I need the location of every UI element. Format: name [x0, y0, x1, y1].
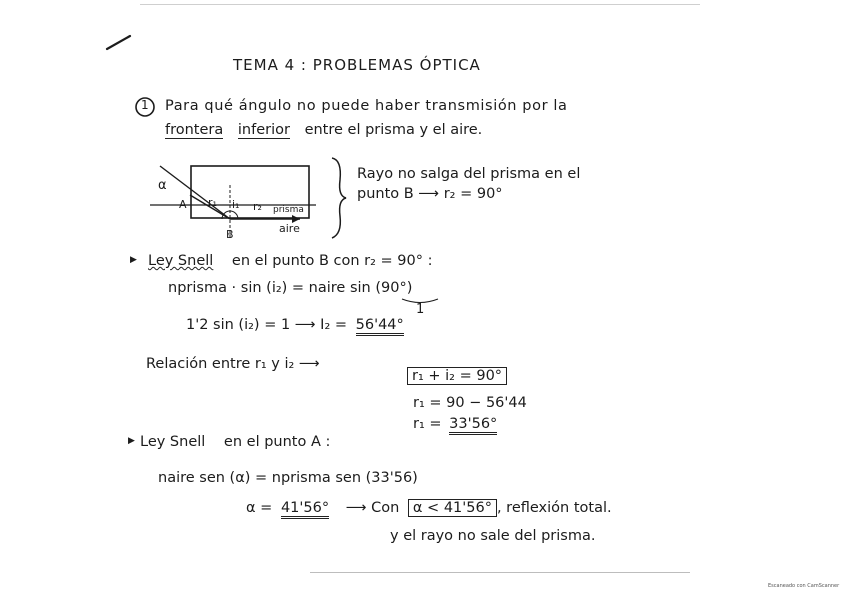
snell-b-title: Ley Snell — [148, 253, 214, 269]
problem-question-line1: Para qué ángulo no puede haber transmisión por la — [165, 98, 568, 114]
snell-a-eq2-result: 41'56° — [281, 500, 329, 519]
snell-b-heading-rest: en el punto B con r₂ = 90° : — [231, 253, 433, 269]
snell-a-boxed: α < 41'56° — [408, 499, 497, 517]
snell-b-eq1: nprisma · sin (i₂) = naire sin (90°) — [168, 280, 413, 296]
label-aire: aire — [279, 222, 300, 235]
bullet-1: ▶ — [130, 255, 137, 265]
bullet-2: ▶ — [128, 436, 135, 446]
relation-boxed-eq: r₁ + i₂ = 90° — [407, 367, 507, 385]
snell-a-arrow-con: ⟶ Con — [345, 500, 400, 516]
word-inferior: inferior — [237, 122, 290, 138]
label-r1: r₁ — [208, 196, 217, 209]
relation-label: Relación entre r₁ y i₂ ⟶ — [146, 356, 320, 372]
snell-a-eq2 — [246, 500, 612, 516]
relation-line2: r₁ = 90 − 56'44 — [413, 395, 527, 411]
snell-a-line3: y el rayo no sale del prisma. — [390, 528, 596, 544]
snell-b-eq2 — [186, 317, 404, 333]
snell-a-title: Ley Snell — [140, 434, 206, 450]
question-rest: entre el prisma y el aire. — [304, 122, 483, 138]
relation-line3 — [413, 416, 497, 432]
word-frontera: frontera — [165, 122, 224, 138]
note-line1: Rayo no salga del prisma en el — [357, 166, 581, 182]
relation-line3-text: r₁ = — [413, 416, 442, 432]
snell-a-tail: , reflexión total. — [496, 500, 612, 516]
label-point-b: B — [226, 228, 234, 241]
footer-watermark: Escaneado con CamScanner — [768, 583, 840, 589]
label-prisma: prisma — [273, 205, 304, 215]
page-title: TEMA 4 : PROBLEMAS ÓPTICA — [233, 56, 481, 74]
snell-b-eq2-result: 56'44° — [356, 317, 404, 336]
snell-a-heading — [140, 434, 330, 450]
relation-line3-result: 33'56° — [449, 416, 497, 435]
problem-number: 1 — [141, 98, 149, 112]
snell-a-eq1: naire sen (α) = nprisma sen (33'56) — [158, 470, 418, 486]
snell-a-heading-rest: en el punto A : — [223, 434, 331, 450]
snell-b-eq1-under: 1 — [416, 302, 425, 317]
label-point-a: A — [179, 198, 187, 211]
label-alpha: α — [158, 178, 167, 193]
snell-b-eq2-text: 1'2 sin (i₂) = 1 ⟶ I₂ = — [186, 317, 348, 333]
note-line2: punto B ⟶ r₂ = 90° — [357, 186, 503, 202]
label-r2: r₂ — [253, 200, 262, 213]
label-i1: i₁ — [232, 198, 240, 211]
snell-a-eq2-lhs: α = — [246, 500, 273, 516]
